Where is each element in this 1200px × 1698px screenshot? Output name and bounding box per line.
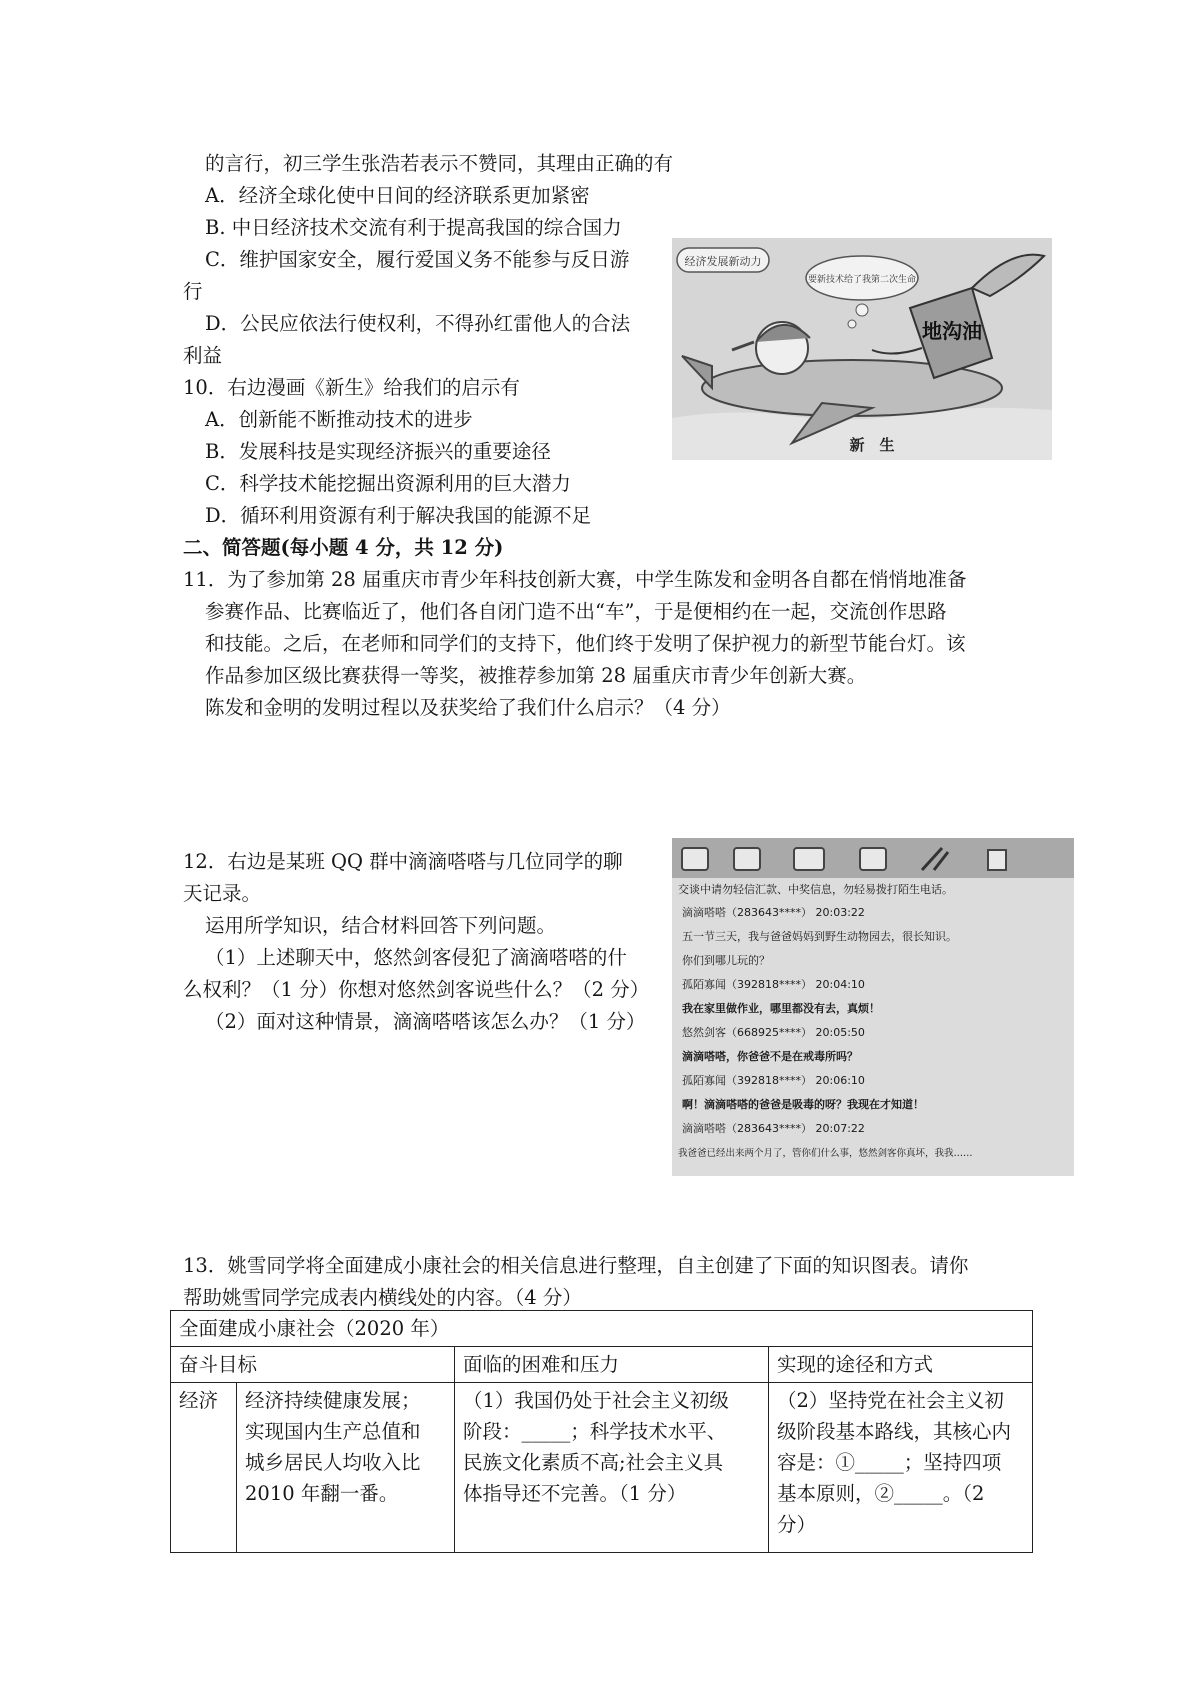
cartoon-drawing bbox=[672, 238, 1052, 460]
section-2-title: 二、简答题(每小题 4 分，共 12 分) bbox=[183, 536, 504, 559]
cartoon-caption: 新 生 bbox=[849, 436, 895, 454]
difficulty-line-2: 阶段：_____；科学技术水平、 bbox=[463, 1420, 727, 1443]
table-cell-way bbox=[769, 1383, 1033, 1553]
chat-notice: 交谈中请勿轻信汇款、中奖信息，勿轻易拨打陌生电话。 bbox=[678, 883, 953, 896]
table-title: 全面建成小康社会（2020 年） bbox=[171, 1311, 1033, 1347]
q12-line-1: 12．右边是某班 QQ 群中滴滴嗒嗒与几位同学的聊 bbox=[183, 850, 623, 873]
cartoon-bubble-right: 要新技术给了我第二次生命 bbox=[807, 275, 917, 285]
q9-option-b: B. 中日经济技术交流有利于提高我国的综合国力 bbox=[205, 216, 622, 239]
difficulty-line-4: 体指导还不完善。（1 分） bbox=[463, 1482, 687, 1505]
difficulty-line-1: （1）我国仍处于社会主义初级 bbox=[463, 1389, 729, 1412]
q10-option-c: C．科学技术能挖掘出资源利用的巨大潜力 bbox=[205, 472, 571, 495]
way-line-1: （2）坚持党在社会主义初 bbox=[777, 1389, 1004, 1412]
xiaokang-table bbox=[170, 1310, 1033, 1553]
q9-option-a: A．经济全球化使中日间的经济联系更加紧密 bbox=[205, 184, 590, 207]
chat-line-7: 滴滴嗒嗒，你爸爸不是在戒毒所吗？ bbox=[682, 1050, 858, 1063]
q10-option-d: D．循环利用资源有利于解决我国的能源不足 bbox=[205, 504, 592, 527]
chat-line-11: 我爸爸已经出来两个月了，管你们什么事，悠然剑客你真坏，我我…… bbox=[678, 1148, 973, 1159]
goal-line-2: 实现国内生产总值和 bbox=[245, 1420, 421, 1443]
q9-option-c-cont: 行 bbox=[183, 280, 203, 303]
q12-sub-1: （1）上述聊天中，悠然剑客侵犯了滴滴嗒嗒的什 bbox=[205, 946, 627, 969]
table-cell-difficulty bbox=[455, 1383, 769, 1553]
q10-stem: 10．右边漫画《新生》给我们的启示有 bbox=[183, 376, 520, 399]
q12-sub-2: （2）面对这种情景，滴滴嗒嗒该怎么办？（1 分） bbox=[205, 1010, 646, 1033]
q9-option-d-cont: 利益 bbox=[183, 344, 223, 367]
q12-sub-1-cont: 么权利？（1 分）你想对悠然剑客说些什么？（2 分） bbox=[183, 978, 650, 1001]
chat-line-10: 滴滴嗒嗒（283643****） 20:07:22 bbox=[682, 1122, 865, 1135]
way-line-5: 分） bbox=[777, 1513, 817, 1536]
table-header-goal: 奋斗目标 bbox=[171, 1347, 455, 1383]
q11-line-2: 参赛作品、比赛临近了，他们各自闭门造不出“车”，于是便相约在一起，交流创作思路 bbox=[205, 600, 947, 623]
qq-chat-drawing bbox=[672, 838, 1074, 1176]
toolbar-icon-4 bbox=[860, 848, 886, 870]
cartoon-bubble-left: 经济发展新动力 bbox=[684, 255, 762, 268]
chat-line-8: 孤陌寡闻（392818****） 20:06:10 bbox=[682, 1074, 865, 1087]
toolbar-icon-1 bbox=[682, 848, 708, 870]
goal-line-3: 城乡居民人均收入比 bbox=[245, 1451, 421, 1474]
q9-option-d: D．公民应依法行使权利，不得孙红雷他人的合法 bbox=[205, 312, 631, 335]
q11-line-3: 和技能。之后，在老师和同学们的支持下，他们终于发明了保护视力的新型节能台灯。该 bbox=[205, 632, 966, 655]
difficulty-line-3: 民族文化素质不高;社会主义具 bbox=[463, 1451, 724, 1474]
q9-continuation: 的言行，初三学生张浩若表示不赞同，其理由正确的有 bbox=[205, 152, 674, 175]
q11-question: 陈发和金明的发明过程以及获奖给了我们什么启示？（4 分） bbox=[205, 696, 731, 719]
way-line-2: 级阶段基本路线，其核心内 bbox=[777, 1420, 1012, 1443]
table-cell-goal bbox=[237, 1383, 455, 1553]
q10-option-a: A．创新能不断推动技术的进步 bbox=[205, 408, 473, 431]
chat-line-3: 你们到哪儿玩的？ bbox=[682, 954, 770, 967]
chat-line-5: 我在家里做作业，哪里都没有去，真烦！ bbox=[682, 1002, 880, 1015]
way-line-3: 容是：①_____；坚持四项 bbox=[777, 1451, 1002, 1474]
qq-chat-image bbox=[672, 838, 1074, 1176]
q13-line-2: 帮助姚雪同学完成表内横线处的内容。（4 分） bbox=[183, 1286, 582, 1309]
q10-option-b: B．发展科技是实现经济振兴的重要途径 bbox=[205, 440, 551, 463]
q12-line-2: 天记录。 bbox=[183, 882, 262, 905]
way-line-4: 基本原则，②_____。（2 bbox=[777, 1482, 985, 1505]
chat-line-9: 啊！滴滴嗒嗒的爸爸是吸毒的呀？我现在才知道！ bbox=[682, 1098, 924, 1111]
chat-line-2: 五一节三天，我与爸爸妈妈到野生动物园去，很长知识。 bbox=[682, 930, 957, 943]
q9-option-c: C．维护国家安全，履行爱国义务不能参与反日游 bbox=[205, 248, 630, 271]
q13-line-1: 13．姚雪同学将全面建成小康社会的相关信息进行整理，自主创建了下面的知识图表。请你 bbox=[183, 1254, 969, 1277]
cartoon-barrel-label: 地沟油 bbox=[922, 319, 982, 343]
q12-line-3: 运用所学知识，结合材料回答下列问题。 bbox=[205, 914, 557, 937]
table-row-label: 经济 bbox=[171, 1383, 237, 1553]
chat-line-4: 孤陌寡闻（392818****） 20:04:10 bbox=[682, 978, 865, 991]
goal-line-4: 2010 年翻一番。 bbox=[245, 1482, 399, 1505]
cartoon-image bbox=[672, 238, 1052, 460]
chat-line-6: 悠然剑客（668925****） 20:05:50 bbox=[682, 1026, 865, 1039]
q11-line-1: 11．为了参加第 28 届重庆市青少年科技创新大赛，中学生陈发和金明各自都在悄悄地准备 bbox=[183, 568, 967, 591]
q11-line-4: 作品参加区级比赛获得一等奖，被推荐参加第 28 届重庆市青少年创新大赛。 bbox=[205, 664, 867, 687]
toolbar-icon-3 bbox=[794, 848, 824, 870]
table-header-difficulty: 面临的困难和压力 bbox=[455, 1347, 769, 1383]
table-header-way: 实现的途径和方式 bbox=[769, 1347, 1033, 1383]
toolbar-icon-6 bbox=[988, 850, 1006, 870]
toolbar-icon-2 bbox=[734, 848, 760, 870]
chat-line-1: 滴滴嗒嗒（283643****） 20:03:22 bbox=[682, 906, 865, 919]
goal-line-1: 经济持续健康发展； bbox=[245, 1389, 421, 1412]
